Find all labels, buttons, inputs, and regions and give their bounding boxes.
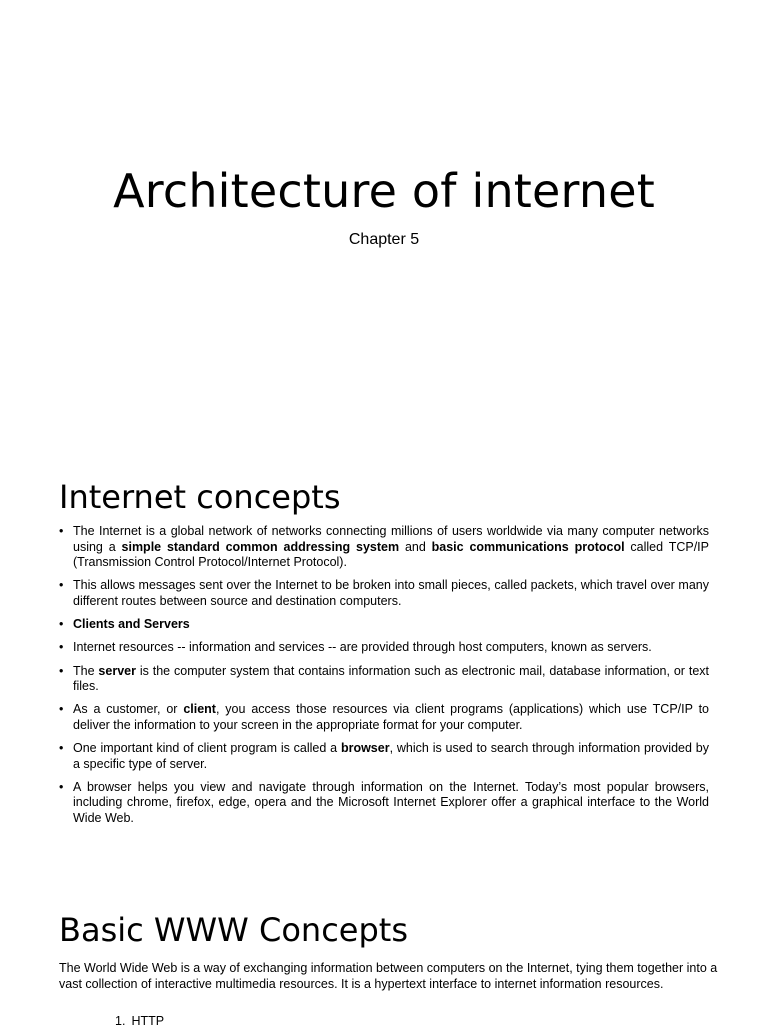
internet-concepts-heading: Internet concepts — [59, 478, 341, 516]
list-item: • The Internet is a global network of networks connecting millions of users worldwide via many computer networks using a simple standard common addressing system and basic communications protocol called TCP/IP (Transmission Control Protocol/Internet Protocol). — [59, 524, 709, 571]
www-numbered-list — [115, 1014, 164, 1030]
list-item: • This allows messages sent over the Internet to be broken into small pieces, called packets, which travel over many different routes between source and destination computers. — [59, 578, 709, 609]
list-item: • The server is the computer system that contains information such as electronic mail, database information, or text files. — [59, 664, 709, 695]
list-item: • Internet resources -- information and services -- are provided through host computers, known as servers. — [59, 640, 709, 656]
internet-concepts-list — [59, 524, 709, 834]
list-item: • Clients and Servers — [59, 617, 709, 633]
slide-title: Architecture of internet — [113, 164, 655, 218]
slide-subtitle: Chapter 5 — [348, 231, 420, 248]
www-description: The World Wide Web is a way of exchanging information between computers on the Internet, tying them together into a vast collection of interactive multimedia resources. It is a hypertext interface to internet information resources. — [59, 961, 718, 991]
list-item: • As a customer, or client, you access those resources via client programs (applications) which use TCP/IP to deliver the information to your screen in the appropriate format for your computer. — [59, 702, 709, 733]
list-item: • One important kind of client program is called a browser, which is used to search through information provided by a specific type of server. — [59, 741, 709, 772]
basic-www-concepts-heading: Basic WWW Concepts — [59, 911, 408, 949]
list-item: 1. HTTP — [115, 1014, 165, 1028]
list-item: • A browser helps you view and navigate through information on the Internet. Today’s most popular browsers, including chrome, firefox, edge, opera and the Microsoft Internet Explorer offer a graphical interface to the World Wide Web. — [59, 780, 709, 827]
